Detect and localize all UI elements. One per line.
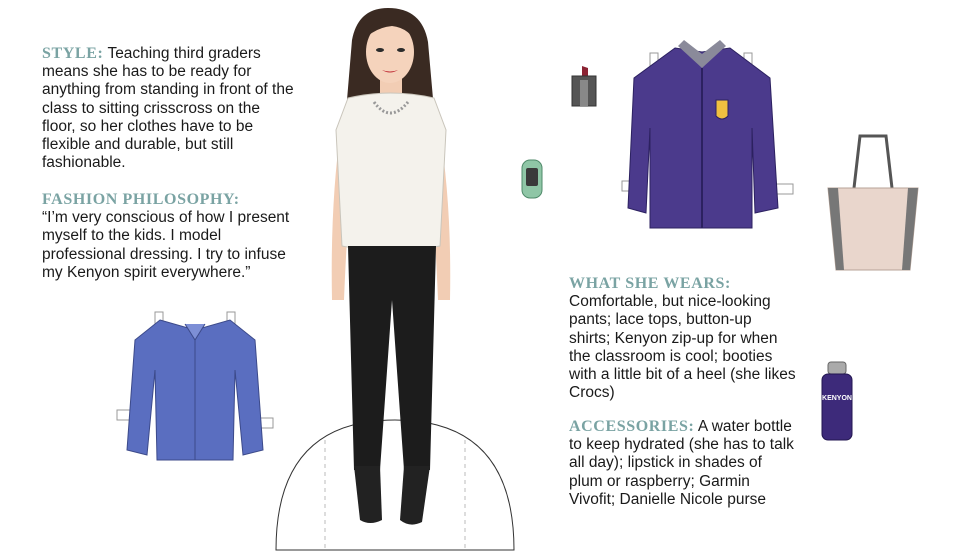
style-section	[42, 45, 294, 172]
fitness-tracker-icon	[517, 158, 547, 200]
kenyon-jacket-icon	[620, 38, 795, 238]
lace-top	[336, 93, 446, 251]
accessories-section	[569, 418, 797, 509]
fashion-philosophy-section	[42, 191, 292, 282]
what-she-wears-text: Comfortable, but nice-looking pants; lace tops, button-up shirts; Kenyon zip-up for when the classroom is cool; booties with a little bit of a heel (she likes Crocs)	[569, 293, 796, 402]
style-heading: STYLE:	[42, 45, 104, 62]
style-text: Teaching third graders means she has to be ready for anything from standing in front of the class to sitting crisscross on the floor, so her clothes have to be flexible and durable, but still fashionable.	[42, 45, 294, 172]
doll-stand	[276, 420, 514, 550]
blue-shirt-icon	[115, 310, 275, 470]
lipstick-icon	[568, 64, 600, 108]
paper-doll-figure	[270, 0, 520, 552]
bottle-label: KENYON	[822, 395, 852, 402]
fashion-philosophy-heading: FASHION PHILOSOPHY:	[42, 191, 240, 208]
what-she-wears-section	[569, 275, 797, 402]
water-bottle-icon	[814, 360, 860, 442]
what-she-wears-heading: WHAT SHE WEARS:	[569, 275, 731, 292]
fashion-philosophy-text: “I’m very conscious of how I present myself to the kids. I model professional dressing. I try to infuse my Kenyon spirit everywhere.”	[42, 209, 290, 281]
accessories-heading: ACCESSORIES:	[569, 418, 695, 435]
accessories-text: A water bottle to keep hydrated (she has to talk all day); lipstick in shades of plum or raspberry; Garmin Vivofit; Danielle Nicole purse	[569, 418, 794, 508]
purse-icon	[826, 128, 922, 274]
